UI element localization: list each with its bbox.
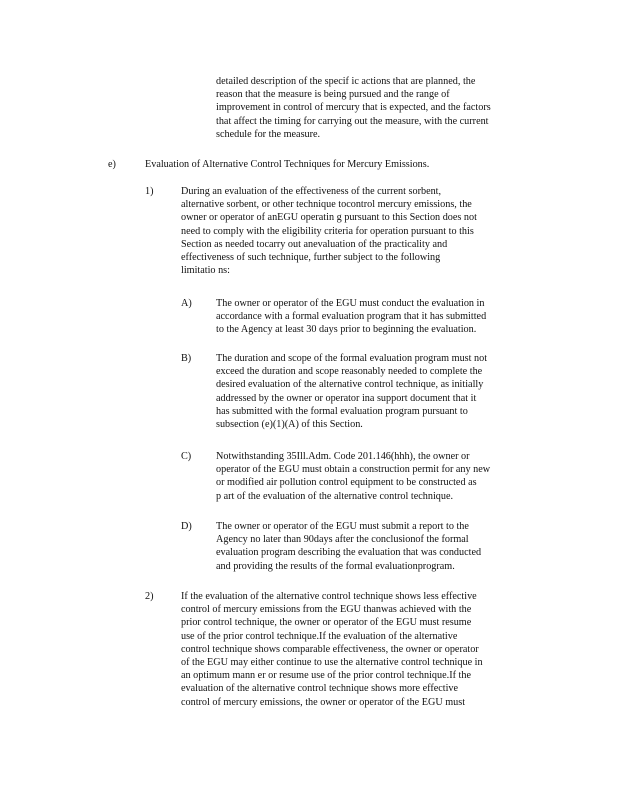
text-line: evaluation program describing the evaluation that was conducted: [216, 547, 482, 559]
text-line: need to comply with the eligibility criteria for operation pursuant to this: [181, 225, 474, 237]
text-line: control of mercury emissions, the owner or operator of the EGU must: [181, 696, 466, 708]
item-1c-label: C): [181, 451, 192, 462]
item-1a-paragraph: [216, 297, 534, 337]
item-1d-paragraph: [216, 520, 536, 573]
text-line: desired evaluation of the alternative control technique, as initially: [216, 379, 484, 391]
text-line: or modified air pollution control equipment to be constructed as: [216, 477, 477, 489]
text-line: subsection (e)(1)(A) of this Section.: [216, 418, 363, 430]
item-1b-paragraph: [216, 352, 534, 431]
text-line: accordance with a formal evaluation program that it has submitted: [216, 311, 487, 323]
text-line: alternative sorbent, or other technique tocontrol mercury emissions, the: [181, 199, 472, 211]
text-line: Notwithstanding 35Ill.Adm. Code 201.146(hhh), the owner or: [216, 451, 470, 462]
item-1a-label: A): [181, 298, 192, 309]
text-line: exceed the duration and scope reasonably needed to complete the: [216, 366, 483, 378]
text-line: prior control technique, the owner or operator of the EGU must resume: [181, 617, 472, 629]
item-2-paragraph: [181, 590, 537, 709]
text-line: control technique shows comparable effectiveness, the owner or operator: [181, 643, 479, 655]
text-line: improvement in control of mercury that is expected, and the factors: [216, 102, 491, 114]
section-e-label: e): [108, 159, 116, 170]
text-line: addressed by the owner or operator ina support document that it: [216, 392, 477, 404]
text-line: The owner or operator of the EGU must conduct the evaluation in: [216, 298, 485, 309]
text-line: has submitted with the formal evaluation program pursuant to: [216, 405, 468, 417]
text-line: that affect the timing for carrying out the measure, with the current: [216, 115, 489, 127]
item-1-paragraph: [181, 185, 526, 277]
text-line: schedule for the measure.: [216, 128, 321, 140]
item-1-label: 1): [145, 186, 154, 197]
text-line: operator of the EGU must obtain a construction permit for any new: [216, 464, 491, 476]
text-line: p art of the evaluation of the alternative control technique.: [216, 490, 454, 502]
text-line: use of the prior control technique.If the evaluation of the alternative: [181, 630, 458, 642]
section-e-title: Evaluation of Alternative Control Techniques for Mercury Emissions.: [145, 159, 430, 170]
text-line: The owner or operator of the EGU must submit a report to the: [216, 521, 469, 532]
text-line: effectiveness of such technique, further subject to the following: [181, 251, 441, 263]
text-line: of the EGU may either continue to use the alternative control technique in: [181, 656, 483, 668]
text-line: control of mercury emissions from the EGU thanwas achieved with the: [181, 604, 472, 616]
text-line: If the evaluation of the alternative control technique shows less effective: [181, 591, 477, 602]
text-line: reason that the measure is being pursued and the range of: [216, 89, 450, 101]
text-line: During an evaluation of the effectiveness of the current sorbent,: [181, 186, 442, 197]
item-2-label: 2): [145, 591, 154, 602]
continuation-paragraph: [216, 75, 532, 141]
text-line: Agency no later than 90days after the conclusionof the formal: [216, 534, 469, 546]
text-line: and providing the results of the formal evaluationprogram.: [216, 560, 455, 572]
item-1d-label: D): [181, 521, 192, 532]
text-line: evaluation of the alternative control technique shows more effective: [181, 683, 459, 695]
text-line: The duration and scope of the formal evaluation program must not: [216, 353, 488, 364]
text-line: to the Agency at least 30 days prior to beginning the evaluation.: [216, 324, 477, 336]
text-line: an optimum mann er or resume use of the prior control technique.If the: [181, 670, 471, 682]
text-line: limitatio ns:: [181, 265, 230, 277]
text-line: owner or operator of anEGU operatin g pursuant to this Section does not: [181, 212, 477, 224]
text-line: Section as needed tocarry out anevaluation of the practicality and: [181, 238, 448, 250]
item-1b-label: B): [181, 353, 192, 364]
text-line: detailed description of the specif ic actions that are planned, the: [216, 76, 476, 87]
item-1c-paragraph: [216, 450, 540, 503]
